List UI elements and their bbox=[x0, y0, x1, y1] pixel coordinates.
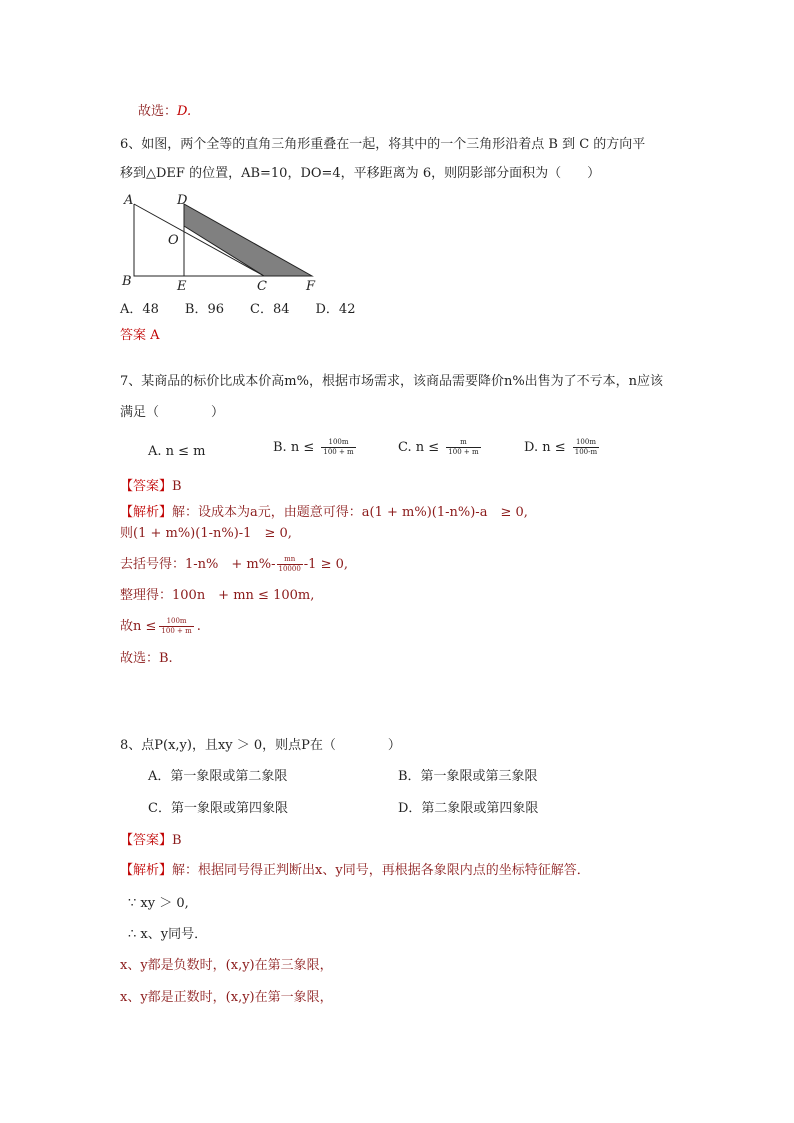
label-e: E bbox=[177, 279, 187, 292]
label-o: O bbox=[168, 233, 179, 248]
q7-answer-label: 【答案】 bbox=[120, 479, 173, 494]
label-d: D bbox=[177, 193, 188, 208]
q7-option-d-den: 100-m bbox=[574, 448, 598, 456]
q7-conclusion: 故选：B. bbox=[120, 651, 173, 666]
q7-analysis-line5-fraction bbox=[159, 617, 193, 636]
q7-answer-value: B bbox=[172, 479, 182, 494]
q7-analysis-line3-suffix: -1 ≥ 0, bbox=[303, 557, 349, 572]
q7-analysis-line3-fraction bbox=[277, 555, 303, 574]
q7-option-c bbox=[398, 438, 484, 457]
q7-answer bbox=[120, 478, 182, 496]
q8-analysis-text1: 解：根据同号得正判断出x、y同号，再根据各象限内点的坐标特征解答． bbox=[172, 863, 590, 878]
q8-analysis-line4: x、y都是负数时，(x,y)在第三象限， bbox=[120, 958, 333, 973]
label-c: C bbox=[257, 279, 267, 292]
q6-answer: 答案 A bbox=[120, 328, 160, 343]
q7-analysis-line5-prefix: 故n ≤ bbox=[120, 619, 157, 634]
q8-analysis-line1 bbox=[120, 862, 590, 880]
q7-analysis-line3-den: 10000 bbox=[278, 565, 301, 573]
q7-option-d-fraction bbox=[573, 438, 599, 457]
q7-option-a: A. n ≤ m bbox=[148, 444, 206, 459]
q8-option-a: A．第一象限或第二象限 bbox=[148, 769, 288, 784]
q7-analysis-line3-num: mn bbox=[277, 555, 303, 565]
q7-option-b bbox=[273, 438, 359, 457]
q7-analysis-line3-prefix: 去括号得：1-n% + m%- bbox=[120, 557, 276, 572]
q7-option-d-prefix: D. n ≤ bbox=[524, 440, 566, 455]
q8-option-d: D．第二象限或第四象限 bbox=[398, 801, 539, 816]
q6-stem-line2: 移到△DEF 的位置，AB=10，DO=4，平移距离为 6，则阴影部分面积为（ ） bbox=[120, 166, 601, 181]
q8-stem: 8、点P(x,y)，且xy ＞ 0，则点P在（ ） bbox=[120, 738, 401, 753]
q7-analysis-label: 【解析】 bbox=[120, 505, 173, 520]
q7-analysis-line4: 整理得：100n + mn ≤ 100m, bbox=[120, 588, 315, 603]
q7-stem-line1: 7、某商品的标价比成本价高m%，根据市场需求，该商品需要降价n%出售为了不亏本，n应该 bbox=[120, 374, 664, 389]
label-b: B bbox=[122, 274, 132, 289]
q7-analysis-line5-num: 100m bbox=[159, 617, 193, 627]
q7-analysis-line5-suffix: . bbox=[196, 619, 201, 634]
q7-option-c-prefix: C. n ≤ bbox=[398, 440, 440, 455]
q7-option-d-num: 100m bbox=[573, 438, 599, 448]
q6-options: A．48 B．96 C．84 D．42 bbox=[120, 302, 356, 317]
q8-answer-label: 【答案】 bbox=[120, 833, 173, 848]
q7-analysis-line2: 则(1 + m%)(1-n%)-1 ≥ 0, bbox=[120, 526, 292, 541]
q8-analysis-line2: ∵ xy ＞ 0, bbox=[128, 896, 189, 911]
q7-option-c-num: m bbox=[446, 438, 480, 448]
label-a: A bbox=[124, 193, 134, 208]
shaded-region bbox=[184, 204, 312, 276]
q8-analysis-line3: ∴ x、y同号． bbox=[128, 927, 208, 942]
q5-conclusion-prefix: 故选： bbox=[138, 104, 178, 119]
q7-stem-line2: 满足（ ） bbox=[120, 405, 225, 420]
q7-option-d bbox=[524, 438, 602, 457]
q7-option-b-prefix: B. n ≤ bbox=[273, 440, 315, 455]
q5-answer: D. bbox=[177, 104, 192, 119]
q6-stem-line1: 6、如图，两个全等的直角三角形重叠在一起，将其中的一个三角形沿着点 B 到 C 的方向平 bbox=[120, 137, 646, 152]
q6-figure bbox=[120, 192, 320, 292]
q8-answer-value: B bbox=[172, 833, 182, 848]
q7-analysis-text1: 解：设成本为a元，由题意可得：a(1 + m%)(1-n%)-a ≥ 0, bbox=[172, 505, 528, 520]
q7-option-c-fraction bbox=[446, 438, 480, 457]
q8-analysis-line5: x、y都是正数时，(x,y)在第一象限， bbox=[120, 990, 333, 1005]
q7-option-b-fraction bbox=[321, 438, 355, 457]
q8-option-c: C．第一象限或第四象限 bbox=[148, 801, 288, 816]
q5-conclusion bbox=[138, 103, 191, 121]
q8-answer bbox=[120, 832, 182, 850]
label-f: F bbox=[306, 279, 316, 292]
q8-analysis-label: 【解析】 bbox=[120, 863, 173, 878]
q8-option-b: B．第一象限或第三象限 bbox=[398, 769, 538, 784]
q7-option-c-den: 100 + m bbox=[448, 448, 479, 456]
q7-option-b-num: 100m bbox=[321, 438, 355, 448]
q7-analysis-line3 bbox=[120, 555, 348, 574]
q7-analysis-line5 bbox=[120, 617, 201, 636]
q7-option-b-den: 100 + m bbox=[323, 448, 354, 456]
q7-analysis-line5-den: 100 + m bbox=[161, 627, 192, 635]
q7-analysis-line1 bbox=[120, 504, 528, 522]
